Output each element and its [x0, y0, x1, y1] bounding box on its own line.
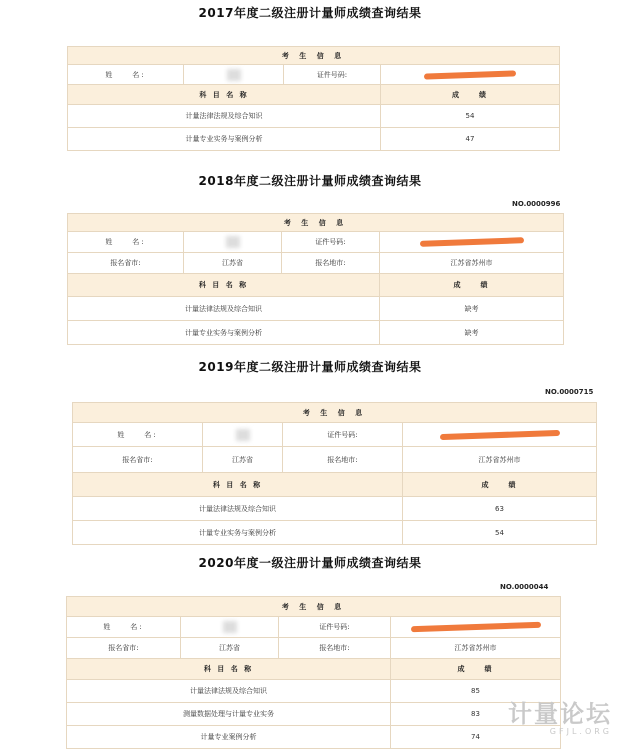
city-value: 江苏省苏州市 [380, 253, 564, 274]
name-label: 姓 名: [67, 617, 181, 638]
id-value [380, 232, 564, 253]
id-label: 证件号码: [282, 232, 380, 253]
subject-header: 科 目 名 称 [68, 274, 380, 297]
subject-header: 科 目 名 称 [73, 473, 403, 497]
subject-score: 63 [403, 497, 597, 521]
id-value [391, 617, 561, 638]
city-value: 江苏省苏州市 [391, 638, 561, 659]
name-value [181, 617, 279, 638]
subject-name: 计量专业实务与案例分析 [73, 521, 403, 545]
id-label: 证件号码: [279, 617, 391, 638]
id-value [403, 423, 597, 447]
id-value [381, 65, 560, 85]
province-label: 报名省市: [67, 638, 181, 659]
name-value [184, 65, 284, 85]
watermark [508, 701, 612, 736]
city-label: 报名地市: [279, 638, 391, 659]
subject-name: 计量法律法规及综合知识 [68, 105, 381, 128]
subject-score: 74 [391, 726, 561, 749]
subject-score: 缺考 [380, 321, 564, 345]
subject-score: 83 [391, 703, 561, 726]
result-number-2020: NO.0000044 [500, 583, 549, 591]
name-label: 姓 名: [68, 65, 184, 85]
province-value: 江苏省 [203, 447, 283, 473]
city-value: 江苏省苏州市 [403, 447, 597, 473]
subject-score: 85 [391, 680, 561, 703]
score-header: 成 绩 [391, 659, 561, 680]
subject-score: 缺考 [380, 297, 564, 321]
candidate-info-header: 考 生 信 息 [67, 597, 561, 617]
name-label: 姓 名: [68, 232, 184, 253]
redacted-id [439, 429, 559, 439]
subject-name: 计量法律法规及综合知识 [67, 680, 391, 703]
name-value [203, 423, 283, 447]
result-title-2017: 2017年度二级注册计量师成绩查询结果 [198, 6, 422, 20]
score-header: 成 绩 [403, 473, 597, 497]
province-value: 江苏省 [184, 253, 282, 274]
subject-header: 科 目 名 称 [68, 85, 381, 105]
result-title-2019: 2019年度二级注册计量师成绩查询结果 [198, 360, 422, 374]
subject-header: 科 目 名 称 [67, 659, 391, 680]
city-label: 报名地市: [283, 447, 403, 473]
watermark-url: GFJL.ORG [549, 727, 612, 736]
redacted-name [227, 69, 241, 81]
subject-score: 54 [403, 521, 597, 545]
subject-name: 计量专业实务与案例分析 [68, 128, 381, 151]
redacted-name [236, 429, 250, 441]
province-value: 江苏省 [181, 638, 279, 659]
subject-name: 测量数据处理与计量专业实务 [67, 703, 391, 726]
redacted-name [223, 621, 237, 633]
watermark-logo-text: 计量论坛 [508, 700, 612, 728]
score-header: 成 绩 [380, 274, 564, 297]
result-number-2018: NO.0000996 [512, 200, 561, 208]
result-title-2020: 2020年度一级注册计量师成绩查询结果 [198, 556, 422, 570]
result-table-2017 [67, 46, 560, 151]
subject-name: 计量法律法规及综合知识 [73, 497, 403, 521]
result-title-2018: 2018年度二级注册计量师成绩查询结果 [198, 174, 422, 188]
name-value [184, 232, 282, 253]
city-label: 报名地市: [282, 253, 380, 274]
id-label: 证件号码: [284, 65, 381, 85]
result-number-2019: NO.0000715 [545, 388, 594, 396]
id-label: 证件号码: [283, 423, 403, 447]
score-header: 成 绩 [381, 85, 560, 105]
redacted-id [410, 622, 540, 633]
candidate-info-header: 考 生 信 息 [73, 403, 597, 423]
subject-name: 计量专业案例分析 [67, 726, 391, 749]
redacted-id [419, 237, 523, 247]
subject-score: 47 [381, 128, 560, 151]
subject-score: 54 [381, 105, 560, 128]
result-table-2020 [66, 596, 561, 749]
redacted-id [424, 70, 516, 79]
subject-name: 计量法律法规及综合知识 [68, 297, 380, 321]
name-label: 姓 名: [73, 423, 203, 447]
province-label: 报名省市: [73, 447, 203, 473]
result-table-2019 [72, 402, 597, 545]
candidate-info-header: 考 生 信 息 [68, 214, 564, 232]
candidate-info-header: 考 生 信 息 [68, 47, 560, 65]
province-label: 报名省市: [68, 253, 184, 274]
result-table-2018 [67, 213, 564, 345]
subject-name: 计量专业实务与案例分析 [68, 321, 380, 345]
redacted-name [226, 236, 240, 248]
